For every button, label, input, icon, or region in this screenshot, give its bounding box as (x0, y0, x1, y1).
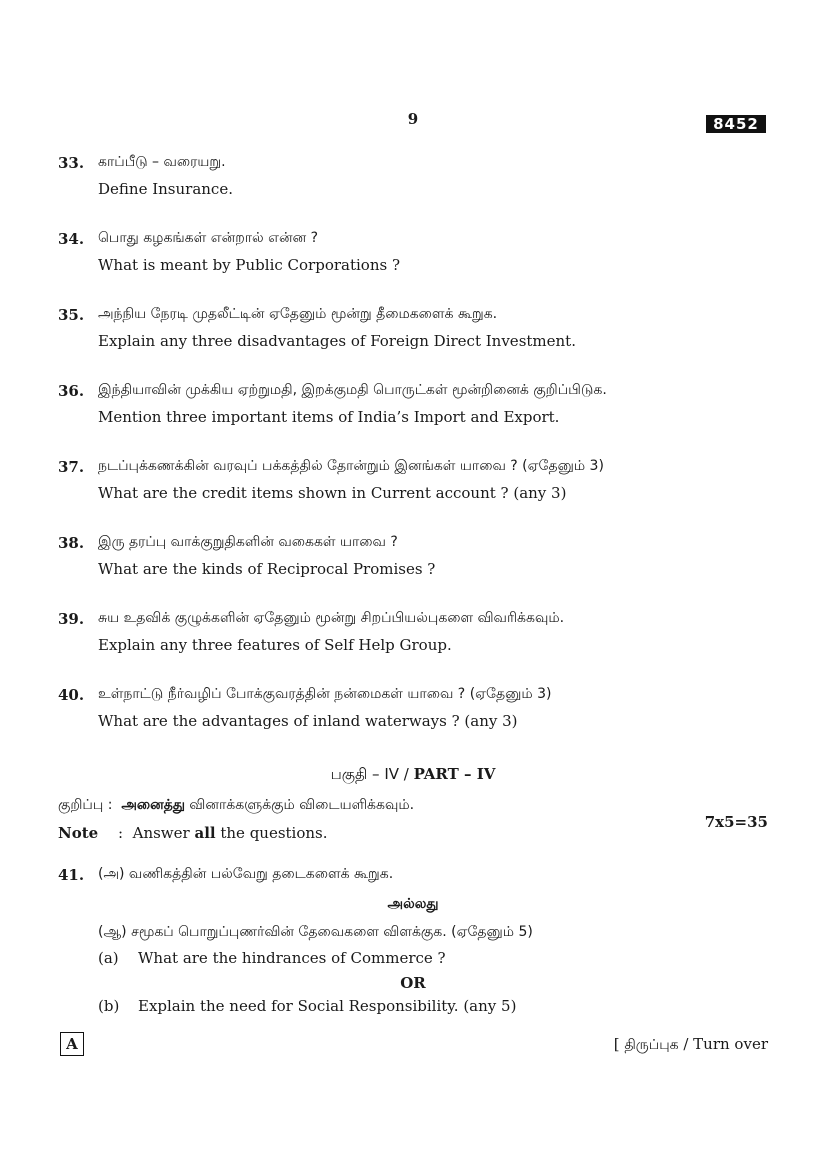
question-number: 35. (58, 306, 85, 324)
question-41-tamil-a: (அ) வணிகத்தின் பல்வேறு தடைகளைக் கூறுக. (98, 866, 394, 882)
question-tamil: இந்தியாவின் முக்கிய ஏற்றுமதி, இறக்குமதி பொருட்கள் மூன்றினைக் குறிப்பிடுக. (98, 382, 607, 398)
turn-sep: / (678, 1035, 694, 1053)
part-title (0, 765, 826, 785)
turn-bracket: [ (613, 1035, 625, 1053)
question-tamil: அந்நிய நேரடி முதலீட்டின் ஏதேனும் மூன்று தீமைகளைக் கூறுக. (98, 306, 498, 322)
or-tamil: அல்லது (387, 896, 439, 912)
option-a-text: What are the hindrances of Commerce ? (138, 949, 446, 967)
note-tamil (58, 797, 414, 815)
turn-over-note (560, 1035, 768, 1055)
question-number: 39. (58, 610, 85, 628)
question-english: What are the credit items shown in Current account ? (any 3) (98, 484, 567, 502)
question-tamil: இரு தரப்பு வாக்குறுதிகளின் வகைகள் யாவை ? (98, 534, 398, 550)
note-tamil-rest: வினாக்களுக்கும் விடையளிக்கவும். (184, 797, 415, 813)
question-number: 36. (58, 382, 85, 400)
question-english: What are the kinds of Reciprocal Promises ? (98, 560, 436, 578)
note-english-label: Note (58, 824, 99, 842)
question-number: 38. (58, 534, 85, 552)
question-english: Define Insurance. (98, 180, 233, 198)
note-tamil-label: குறிப்பு : (58, 797, 113, 813)
question-english: What are the advantages of inland waterways ? (any 3) (98, 712, 518, 730)
question-tamil: பொது கழகங்கள் என்றால் என்ன ? (98, 230, 319, 246)
question-number: 33. (58, 154, 85, 172)
question-number: 37. (58, 458, 85, 476)
question-41-tamil-b: (ஆ) சமூகப் பொறுப்புணர்வின் தேவைகளை விளக்குக. (ஏதேனும் 5) (98, 924, 533, 940)
marks-scheme: 7x5=35 (704, 813, 768, 831)
question-41-option-a (98, 949, 446, 967)
question-tamil: சுய உதவிக் குழுக்களின் ஏதேனும் மூன்று சிறப்பியல்புகளை விவரிக்கவும். (98, 610, 565, 626)
option-b-label: (b) (98, 997, 120, 1015)
option-a-label: (a) (98, 949, 119, 967)
turn-english: Turn over (693, 1035, 768, 1053)
part-title-tamil: பகுதி – IV (330, 765, 400, 783)
note-english-post: the questions. (215, 824, 328, 842)
question-tamil: உள்நாட்டு நீர்வழிப் போக்குவரத்தின் நன்மைகள் யாவை ? (ஏதேனும் 3) (98, 686, 552, 702)
note-tamil-bold: அனைத்து (121, 797, 185, 813)
question-tamil: காப்பீடு – வரையறு. (98, 154, 226, 170)
note-english-colon: : (118, 824, 124, 842)
question-english: Mention three important items of India’s Import and Export. (98, 408, 560, 426)
paper-code-badge: 8452 (706, 115, 766, 133)
page-number: 9 (407, 110, 419, 128)
part-title-english: PART – IV (413, 765, 496, 783)
note-english-pre: Answer (132, 824, 195, 842)
note-english (58, 824, 328, 842)
question-41-number: 41. (58, 866, 85, 884)
version-box: A (60, 1032, 84, 1056)
or-english: OR (400, 974, 426, 992)
part-title-sep: / (399, 765, 414, 783)
question-number: 40. (58, 686, 85, 704)
question-english: What is meant by Public Corporations ? (98, 256, 400, 274)
question-english: Explain any three features of Self Help Group. (98, 636, 452, 654)
question-tamil: நடப்புக்கணக்கின் வரவுப் பக்கத்தில் தோன்றும் இனங்கள் யாவை ? (ஏதேனும் 3) (98, 458, 604, 474)
question-english: Explain any three disadvantages of Foreign Direct Investment. (98, 332, 576, 350)
option-b-text: Explain the need for Social Responsibility. (any 5) (138, 997, 517, 1015)
question-41-option-b (98, 997, 516, 1015)
question-number: 34. (58, 230, 85, 248)
turn-tamil: திருப்புக (624, 1037, 679, 1053)
note-english-bold: all (194, 824, 216, 842)
